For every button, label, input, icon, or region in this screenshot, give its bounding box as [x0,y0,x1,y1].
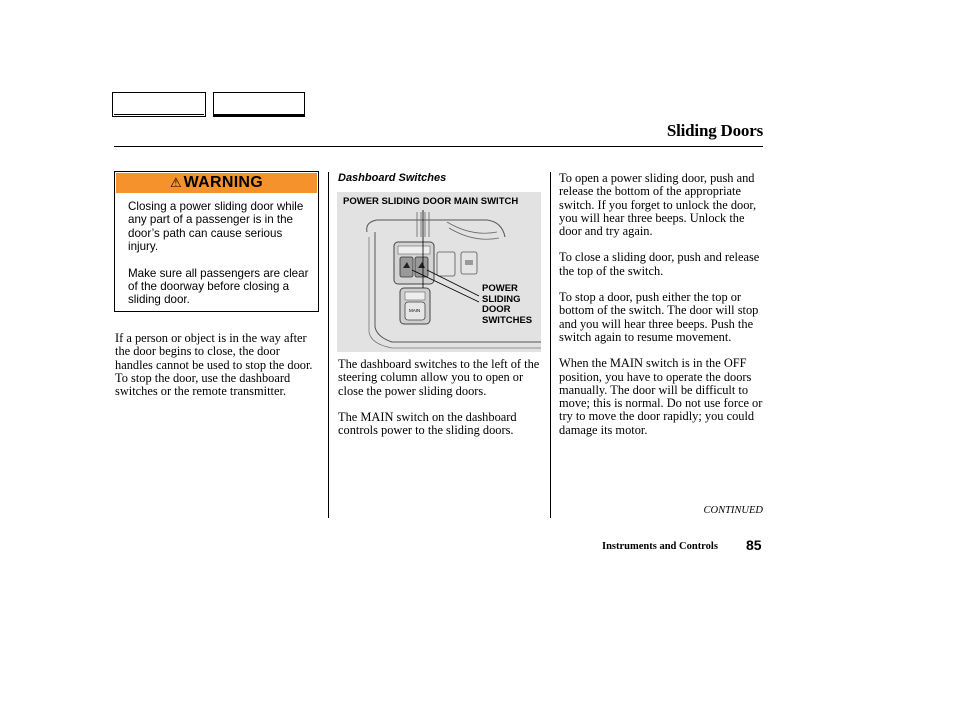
header-rule [114,146,763,147]
footer-section-title: Instruments and Controls [602,541,718,552]
right-paragraph-4: When the MAIN switch is in the OFF position, you have to operate the doors manually. The door will be difficult to move; this is normal. Do not use force or try to move the door rapidly; you could damage its motor. [559,356,763,437]
figure-label-line-4: SWITCHES [482,314,533,326]
page-number: 85 [746,537,762,553]
right-column-text [559,172,764,450]
figure-label-main-switch: POWER SLIDING DOOR MAIN SWITCH [343,196,519,207]
right-paragraph-2: To close a sliding door, push and release the top of the switch. [559,250,760,278]
figure-label-line-2: SLIDING [482,293,521,305]
nav-tab-box-2[interactable] [213,92,305,117]
column-divider-1 [328,172,329,518]
left-column-text [115,332,320,411]
left-paragraph-1: If a person or object is in the way after the door begins to close, the door handles cannot be used to stop the door. To stop the door, use the dashboard switches or the remote transmitter. [115,331,313,399]
column-divider-2 [550,172,551,518]
figure-label-power-sliding-door-switches [482,284,532,326]
warning-paragraph-2: Make sure all passengers are clear of the doorway before closing a sliding door. [128,266,309,307]
figure-label-line-3: DOOR [482,304,511,315]
dashboard-switches-figure [337,192,541,352]
nav-tab-box-1[interactable] [112,92,206,117]
middle-paragraph-2: The MAIN switch on the dashboard controls power to the sliding doors. [338,409,517,438]
dashboard-illustration [337,192,541,352]
warning-paragraph-1: Closing a power sliding door while any part of a passenger is in the door’s path can cause serious injury. [128,200,304,254]
figure-label-line-1: POWER [482,283,518,294]
warning-box [114,171,319,312]
warning-body [128,200,310,320]
warning-label: WARNING [183,174,264,191]
warning-triangle-icon: ⚠ [169,175,182,191]
page-title: Sliding Doors [666,121,763,140]
warning-header [116,173,317,193]
continued-label: CONTINUED [703,505,763,516]
middle-paragraph-1: The dashboard switches to the left of the steering column allow you to open or close the power sliding doors. [338,357,540,398]
subheading-dashboard-switches: Dashboard Switches [338,172,447,184]
right-paragraph-3: To stop a door, push either the top or bottom of the switch. The door will stop and you will hear three beeps. Push the switch again to resume movement. [559,290,759,344]
figure-main-button-label: MAIN [409,308,421,313]
middle-column-text [338,358,546,450]
right-paragraph-1: To open a power sliding door, push and release the bottom of the appropriate switch. If you forget to unlock the door, you will hear three beeps. Unlock the door and try again. [559,171,757,239]
